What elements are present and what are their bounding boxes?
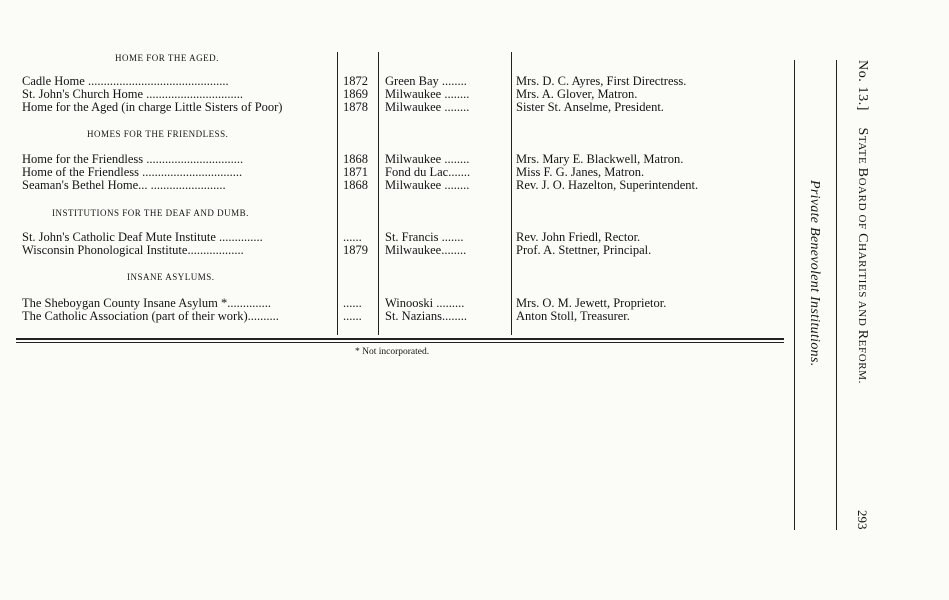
officer: Miss F. G. Janes, Matron. [516, 165, 645, 179]
location: St. Nazians........ [385, 309, 467, 323]
officer: Mrs. O. M. Jewett, Proprietor. [516, 296, 667, 310]
officer: Anton Stoll, Treasurer. [516, 309, 630, 323]
institution-name: Cadle Home ............................................. [22, 74, 229, 88]
officer: Mrs. A. Glover, Matron. [516, 87, 638, 101]
institution-name: Wisconsin Phonological Institute.................. [22, 243, 244, 257]
year: ...... [343, 230, 362, 244]
section-title: HOMES FOR THE FRIENDLESS. [87, 129, 229, 139]
year: 1879 [343, 243, 368, 257]
year: 1872 [343, 74, 368, 88]
table-bottom-rule [16, 338, 784, 340]
institution-name: St. John's Church Home ............................... [22, 87, 244, 101]
table-row [0, 101, 800, 114]
page-subheading: Private Benevolent Institutions. [807, 180, 822, 367]
institution-name: Home of the Friendless ................................ [22, 165, 243, 179]
location: Fond du Lac....... [385, 165, 471, 179]
location: Milwaukee........ [385, 243, 467, 257]
running-head: No. 13.] STATE BOARD OF CHARITIES AND REFORM. [855, 60, 870, 384]
officer: Rev. J. O. Hazelton, Superintendent. [516, 178, 699, 192]
footnote: * Not incorporated. [355, 347, 430, 357]
year: 1869 [343, 87, 368, 101]
table-bottom-rule [16, 342, 784, 343]
year: 1871 [343, 165, 368, 179]
section-title: INSANE ASYLUMS. [127, 272, 215, 282]
section-title: INSTITUTIONS FOR THE DEAF AND DUMB. [52, 208, 249, 218]
location: Milwaukee ........ [385, 87, 470, 101]
table-row [0, 244, 800, 257]
section-title: HOME FOR THE AGED. [115, 53, 219, 63]
location: Winooski ......... [385, 296, 465, 310]
officer: Mrs. D. C. Ayres, First Directress. [516, 74, 687, 88]
institution-name: The Sheboygan County Insane Asylum *.............. [22, 296, 271, 310]
officer: Prof. A. Stettner, Principal. [516, 243, 652, 257]
year: ...... [343, 296, 362, 310]
officer: Sister St. Anselme, President. [516, 100, 664, 114]
officer: Mrs. Mary E. Blackwell, Matron. [516, 152, 684, 166]
column-rule [378, 52, 379, 335]
location: Milwaukee ........ [385, 178, 470, 192]
location: Milwaukee ........ [385, 100, 470, 114]
column-rule [511, 52, 512, 335]
institution-name: The Catholic Association (part of their work).......... [22, 309, 279, 323]
year: 1878 [343, 100, 368, 114]
page-number: 293 [855, 510, 870, 530]
institution-name: Seaman's Bethel Home... ........................ [22, 178, 226, 192]
margin-rule [794, 60, 795, 530]
table-row [0, 310, 800, 323]
table-row [0, 179, 800, 192]
institution-name: Home for the Aged (in charge Little Sisters of Poor) [22, 100, 283, 114]
institution-name: St. John's Catholic Deaf Mute Institute .............. [22, 230, 263, 244]
year: 1868 [343, 152, 368, 166]
year: ...... [343, 309, 362, 323]
officer: Rev. John Friedl, Rector. [516, 230, 641, 244]
institution-name: Home for the Friendless ............................... [22, 152, 244, 166]
year: 1868 [343, 178, 368, 192]
location: Milwaukee ........ [385, 152, 470, 166]
column-rule [337, 52, 338, 335]
location: Green Bay ........ [385, 74, 467, 88]
margin-rule [836, 60, 837, 530]
location: St. Francis ....... [385, 230, 464, 244]
